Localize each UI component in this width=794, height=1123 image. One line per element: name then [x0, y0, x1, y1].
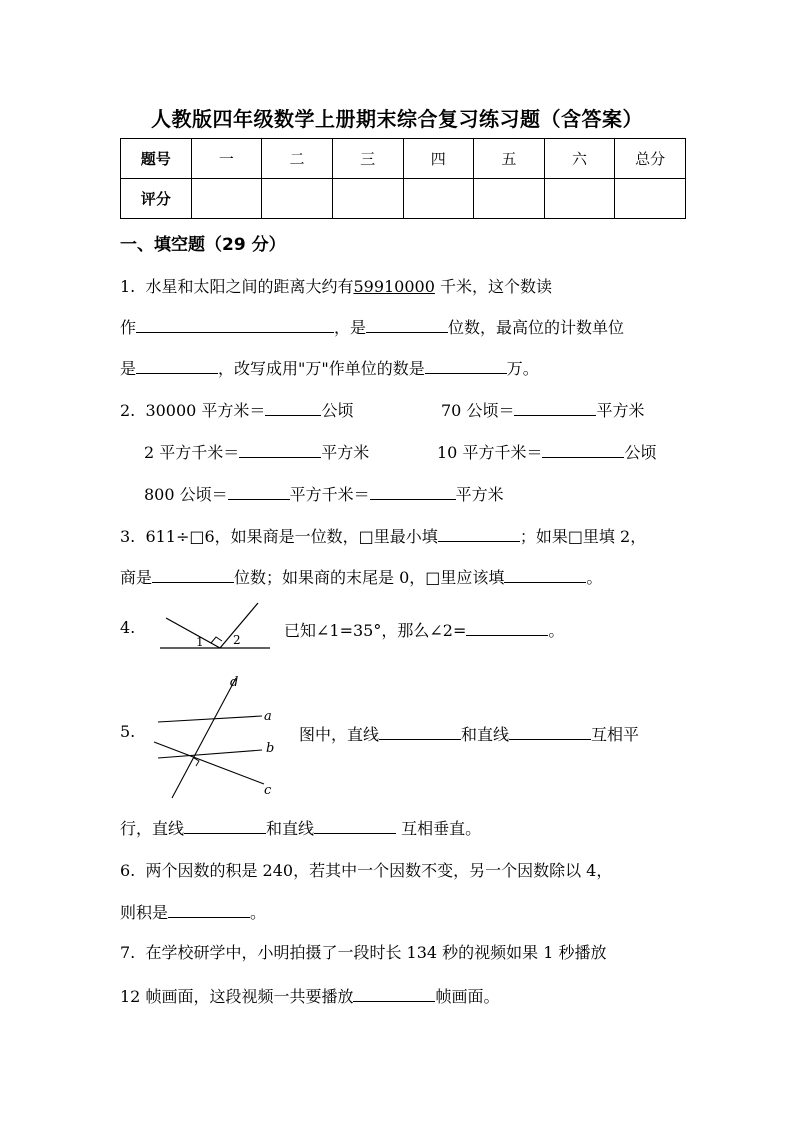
- question-text: 互相平: [591, 725, 640, 744]
- question-3-line-2: [120, 565, 602, 588]
- line-c-label: c: [264, 783, 272, 798]
- score-table-header-row: [121, 139, 686, 179]
- question-1-line-3: [120, 356, 539, 379]
- question-text: 。: [250, 903, 267, 922]
- question-text: 位数；如果商的末尾是 0，□里应该填: [234, 568, 505, 587]
- answer-blank[interactable]: [425, 356, 507, 374]
- question-text: 水星和太阳之间的距离大约有: [145, 277, 354, 296]
- line-d-label: d: [230, 675, 239, 690]
- question-text: 在学校研学中，小明拍摄了一段时长 134 秒的视频如果 1 秒播放: [145, 943, 607, 962]
- question-text: 互相垂直。: [396, 819, 482, 838]
- answer-blank[interactable]: [466, 618, 548, 636]
- question-2-line-2b: [437, 440, 656, 463]
- question-text: 图中，直线: [299, 725, 380, 744]
- question-text: 800 公顷＝: [144, 485, 228, 504]
- question-number: 6.: [120, 861, 136, 880]
- score-cell[interactable]: [332, 179, 403, 219]
- question-2-line-3: [144, 482, 504, 505]
- question-text: 。: [548, 621, 565, 640]
- question-text: 。: [586, 568, 603, 587]
- question-text: 作: [120, 318, 137, 337]
- answer-blank[interactable]: [314, 816, 396, 834]
- question-text: 平方米: [321, 443, 370, 462]
- score-table-column: 六: [544, 139, 615, 179]
- angle-1-label: 1: [196, 635, 204, 649]
- answer-blank[interactable]: [514, 398, 596, 416]
- score-table-column: 五: [474, 139, 545, 179]
- question-text: 位数，最高位的计数单位: [448, 318, 625, 337]
- score-table-score-row: [121, 179, 686, 219]
- score-cell[interactable]: [474, 179, 545, 219]
- question-text: 平方米: [596, 401, 645, 420]
- question-7-line-2: [120, 984, 499, 1007]
- question-text: 611÷□6，如果商是一位数，□里最小填: [145, 527, 438, 546]
- question-text: 30000 平方米＝: [145, 401, 266, 420]
- score-cell[interactable]: [403, 179, 474, 219]
- question-text: 平方千米＝: [289, 485, 370, 504]
- score-table-score-label: 评分: [121, 179, 192, 219]
- score-table-column: 一: [191, 139, 262, 179]
- section-heading: 一、填空题（29 分）: [120, 235, 286, 255]
- question-text: 行，直线: [120, 819, 185, 838]
- question-7-line-1: [120, 940, 607, 963]
- answer-blank[interactable]: [168, 900, 250, 918]
- question-5-line-1: [299, 722, 639, 745]
- right-angle-mark: [211, 637, 222, 643]
- question-6-line-2: [120, 900, 266, 923]
- score-cell[interactable]: [544, 179, 615, 219]
- answer-blank[interactable]: [438, 524, 520, 542]
- question-number: 2.: [120, 401, 136, 420]
- answer-blank[interactable]: [136, 315, 334, 333]
- question-3-line-1: [120, 524, 646, 547]
- score-table-column: 二: [262, 139, 333, 179]
- question-text: ，改写成用"万"作单位的数是: [218, 359, 425, 378]
- answer-blank[interactable]: [379, 722, 461, 740]
- question-number: 7.: [120, 943, 136, 962]
- question-text: 商是: [120, 568, 153, 587]
- question-text: 平方米: [455, 485, 504, 504]
- answer-blank[interactable]: [239, 440, 321, 458]
- question-5-line-2: [120, 816, 481, 839]
- lines-figure: [152, 672, 282, 804]
- line-c: [154, 742, 264, 784]
- answer-blank[interactable]: [152, 565, 234, 583]
- question-text: 70 公顷＝: [441, 401, 515, 420]
- score-cell[interactable]: [615, 179, 686, 219]
- angle-2-label: 2: [233, 633, 241, 647]
- answer-blank[interactable]: [370, 482, 456, 500]
- question-text: 公顷: [624, 443, 657, 462]
- question-text: 和直线: [461, 725, 510, 744]
- question-text: 10 平方千米＝: [437, 443, 543, 462]
- answer-blank[interactable]: [509, 722, 591, 740]
- score-table-column: 四: [403, 139, 474, 179]
- angle-figure: [158, 600, 273, 660]
- question-text: 是: [120, 359, 137, 378]
- question-text: 和直线: [266, 819, 315, 838]
- question-1-line-1: [120, 274, 552, 297]
- score-cell[interactable]: [191, 179, 262, 219]
- question-text: 万。: [506, 359, 539, 378]
- question-text: ；如果□里填 2，: [519, 527, 647, 546]
- answer-blank[interactable]: [265, 398, 321, 416]
- question-2-line-1b: [441, 398, 644, 421]
- question-text: 则积是: [120, 903, 169, 922]
- answer-blank[interactable]: [366, 315, 448, 333]
- question-text: 12 帧画面，这段视频一共要播放: [120, 987, 354, 1006]
- question-6-line-1: [120, 858, 612, 881]
- line-a: [158, 716, 262, 722]
- line-b: [158, 750, 262, 758]
- distance-number: 59910000: [353, 277, 435, 296]
- page-title: 人教版四年级数学上册期末综合复习练习题（含答案）: [151, 107, 643, 131]
- question-number: 3.: [120, 527, 136, 546]
- question-2-line-1: [120, 398, 353, 421]
- question-text: ，是: [334, 318, 367, 337]
- question-2-line-2: [144, 440, 369, 463]
- score-table: [120, 138, 686, 219]
- question-text: 帧画面。: [435, 987, 500, 1006]
- question-1-line-2: [120, 315, 624, 338]
- answer-blank[interactable]: [542, 440, 624, 458]
- answer-blank[interactable]: [353, 984, 435, 1002]
- line-d: [172, 678, 236, 798]
- answer-blank[interactable]: [184, 816, 266, 834]
- score-cell[interactable]: [262, 179, 333, 219]
- answer-blank[interactable]: [504, 565, 586, 583]
- score-table-column: 三: [332, 139, 403, 179]
- score-table-header-label: 题号: [121, 139, 192, 179]
- question-text: 千米，这个数读: [434, 277, 552, 296]
- score-table-column: 总分: [615, 139, 686, 179]
- question-text: 两个因数的积是 240，若其中一个因数不变，另一个因数除以 4，: [145, 861, 613, 880]
- question-text: 2 平方千米＝: [144, 443, 240, 462]
- question-5-number: 5.: [120, 722, 136, 741]
- line-a-label: a: [264, 709, 272, 724]
- question-text: 公顷: [321, 401, 354, 420]
- question-4-number: 4.: [120, 618, 136, 637]
- line-b-label: b: [266, 741, 275, 756]
- question-number: 1.: [120, 277, 136, 296]
- answer-blank[interactable]: [136, 356, 218, 374]
- question-text: 已知∠1=35°，那么∠2=: [284, 621, 467, 640]
- question-4-text: [284, 618, 564, 641]
- left-ray: [166, 618, 220, 648]
- answer-blank[interactable]: [228, 482, 290, 500]
